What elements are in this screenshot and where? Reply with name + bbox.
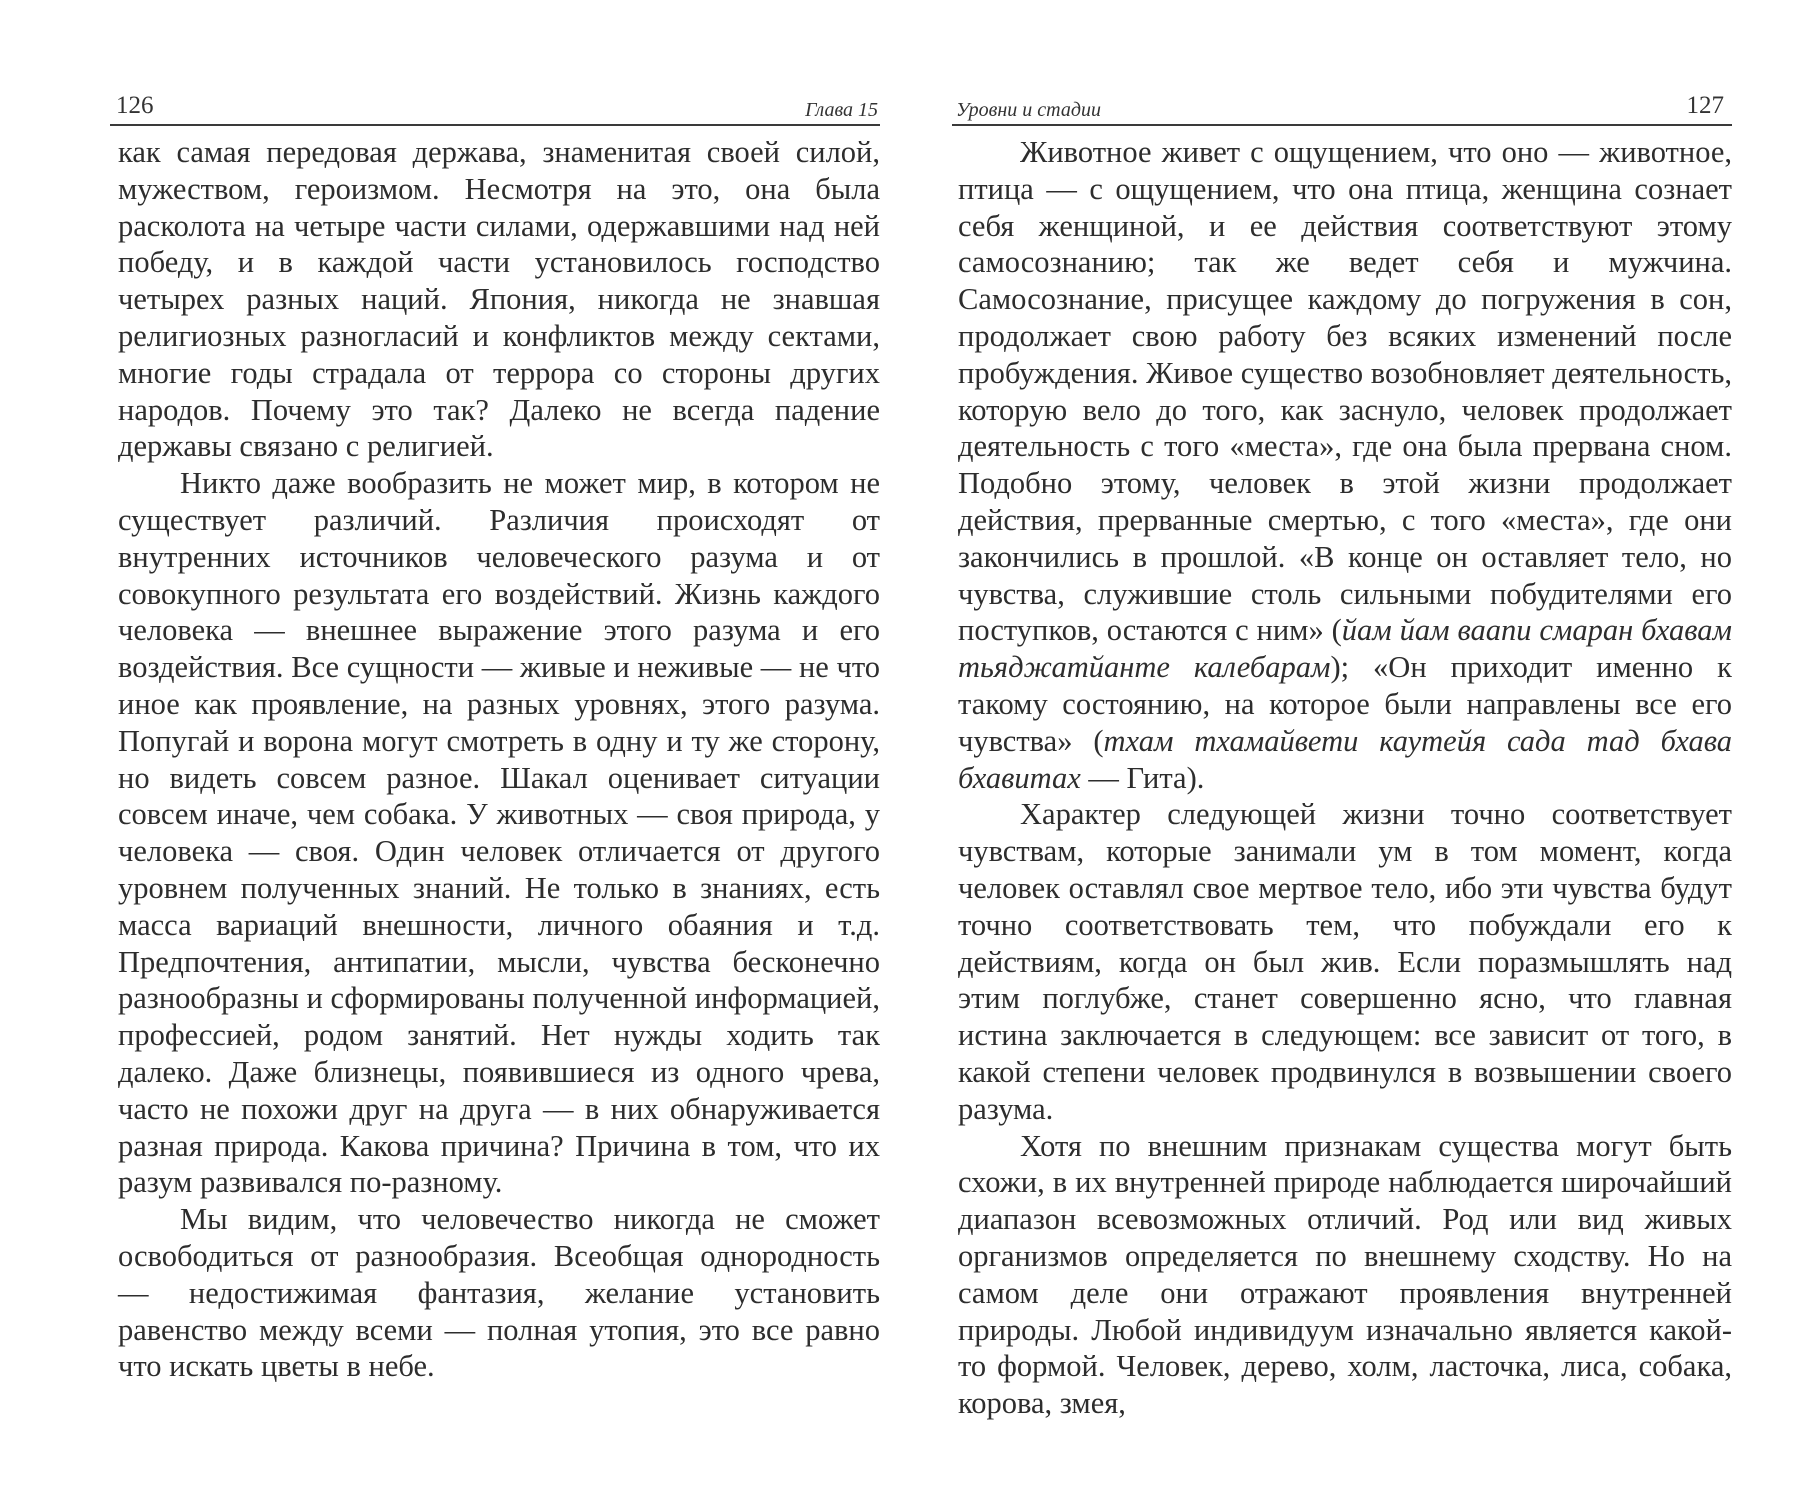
left-page (110, 0, 880, 1385)
paragraph: как самая передовая держава, знаменитая своей силой, мужеством, героизмом. Несмотря на это, она была расколота на четыре части силами, одержавшими над ней победу, и в каждой части установилось господство четырех разных наций. Япония, никогда не знавшая религиозных разногласий и конфликтов между сектами, многие годы страдала от террора со стороны других народов. Почему это так? Далеко не всегда падение державы связано с религией. (118, 135, 880, 464)
right-page (952, 0, 1732, 1422)
paragraph: Никто даже вообразить не может мир, в котором не существует различий. Различия происходят от внутренних источников человеческого разума и от совокупного результата его воздействий. Жизнь каждого человека — внешнее выражение этого разума и его воздействия. Все сущности — живые и неживые — не что иное как проявление, на разных уровнях, этого разума. Попугай и ворона могут смотреть в одну и ту же сторону, но видеть совсем разное. Шакал оценивает ситуации совсем иначе, чем собака. У животных — своя природа, у человека — своя. Один человек отличается от другого уровнем полученных знаний. Не только в знаниях, есть масса вариаций внешности, личного обаяния и т.д. Предпочтения, антипатии, мысли, чувства бесконечно разнообразны и сформированы полученной информацией, профессией, родом занятий. Нет нужды ходить так далеко. Даже близнецы, появившиеся из одного чрева, часто не похожи друг на друга — в них обнаруживается разная природа. Какова причина? Причина в том, что их разум развивался по-разному. (118, 466, 880, 1200)
running-head: Уровни и стадии (956, 99, 1101, 121)
page-number: 127 (1686, 92, 1724, 119)
sanskrit-quote: тхам тхамайвети каутейя сада тад бхава бхавитах (958, 723, 1732, 795)
page-number: 126 (116, 92, 154, 119)
sanskrit-quote: йам йам ваапи смаран бхавам тьяджатйанте калебарам (958, 613, 1732, 685)
paragraph-text: Животное живет с ощущением, что оно — животное, птица — с ощущением, что она птица, женщина сознает себя женщиной, и ее действия соответствуют этому самосознанию; так же ведет себя и мужчина. Самосознание, присущее каждому до погружения в сон, продолжает свою работу без всяких изменений после пробуждения. Живое существо возобновляет деятельность, которую вело до того, как заснуло, человек продолжает деятельность с того «места», где она была прервана сном. Подобно этому, человек в этой жизни продолжает действия, прерванные смертью, с того «места», где они закончились в прошлой. «В конце он оставляет тело, но чувства, служившие столь сильными побудителями его поступков, остаются с ним» ( (958, 135, 1733, 648)
right-page-body (952, 134, 1732, 1422)
running-head: Глава 15 (805, 99, 878, 121)
paragraph: Хотя по внешним признакам существа могут быть схожи, в их внутренней природе наблюдается широчайший диапазон всевозможных отличий. Род или вид живых организмов определяется по внешнему сходству. Но на самом деле они отражают проявления внутренней природы. Любой индивидуум изначально является какой-то формой. Человек, дерево, холм, ласточка, лиса, собака, корова, змея, (958, 1128, 1732, 1421)
paragraph (958, 134, 1732, 796)
paragraph-text: ); «Он приходит именно к такому состоянию, на которое были направлены все его чувства» ( (958, 650, 1732, 758)
left-page-body (110, 134, 880, 1385)
right-page-header (952, 54, 1732, 126)
paragraph-text: — Гита). (1080, 760, 1205, 795)
paragraph: Мы видим, что человечество никогда не сможет освободиться от разнообразия. Всеобщая однородность — недостижимая фантазия, желание установить равенство между всеми — полная утопия, это все равно что искать цветы в небе. (118, 1202, 880, 1384)
left-page-header (110, 54, 880, 126)
paragraph: Характер следующей жизни точно соответствует чувствам, которые занимали ум в том момент, когда человек оставлял свое мертвое тело, ибо эти чувства будут точно соответствовать тем, что побуждали его к действиям, когда он был жив. Если поразмышлять над этим поглубже, станет совершенно ясно, что главная истина заключается в следующем: все зависит от того, в какой степени человек продвинулся в возвышении своего разума. (958, 797, 1732, 1126)
